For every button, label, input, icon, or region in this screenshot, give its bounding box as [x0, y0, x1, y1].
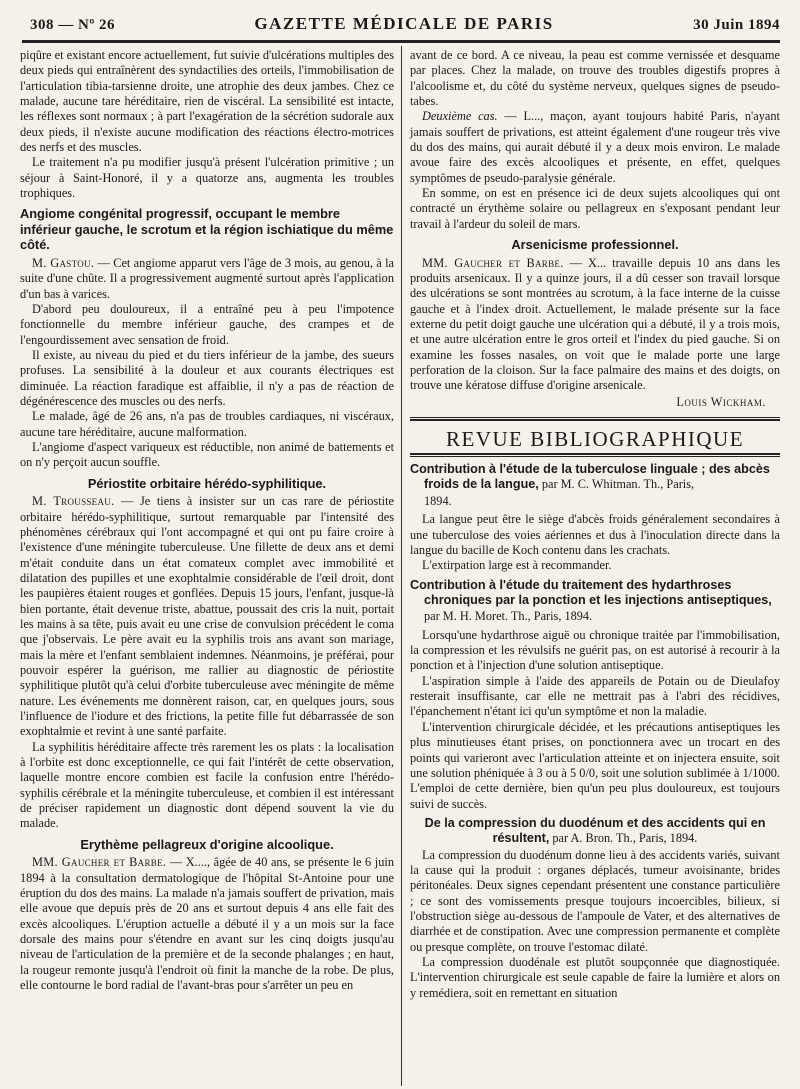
section-heading: Angiome congénital progressif, occupant le membre inférieur gauche, le scrotum et la région ischiatique du même côté. — [20, 206, 394, 253]
header-rule — [22, 40, 780, 43]
paragraph: Lorsqu'une hydarthrose aiguë ou chronique traitée par l'immobilisation, la compression et les révulsifs ne guérit pas, on est autorisé à recourir à la ponction et à l'injection d'une solution antiseptique. — [410, 627, 780, 673]
column-divider — [401, 46, 402, 1086]
author: MM. Gaucher et Barbe. — [32, 855, 167, 870]
right-column — [410, 48, 780, 1001]
section-rule — [410, 417, 780, 421]
paragraph: Le traitement n'a pu modifier jusqu'à présent l'ulcération primitive ; un séjour à Saint-Honoré, il y a quatorze ans, augmenta les troubles trophiques. — [20, 155, 394, 201]
paragraph: MM. Gaucher et Barbe. — X... travaille depuis 10 ans dans les produits arsenicaux. Il y a quinze jours, il a dû cesser son travail lorsque des ulcérations se sont montrées au scrotum, à la face interne de la cuisse gauche et à l'index droit. Actuellement, le malade présente sur la face externe du petit doigt gauche une ulcération qui a débuté, il y a trois mois, et une autre ulcération entre le gros orteil et l'index du pied gauche. Si on examine les fosses nasales, on voit que le malade porte une large perforation de la cloison. Sur la face palmaire des mains et des doigts, on trouve une kératose diffuse d'origine arsenicale. — [410, 255, 780, 393]
paragraph: Deuxième cas. — L..., maçon, ayant toujours habité Paris, n'ayant jamais souffert de privations, est atteint également d'une rougeur très vive du dos des mains, qui aurait débuté il y a deux mois environ. Le malade avoue faire des excès alcooliques et présente, en effet, quelques symptômes de pseudo-paralysie générale. — [410, 109, 780, 185]
section-heading: Arsenicisme professionnel. — [511, 237, 679, 253]
bib-entry-title: Contribution à l'étude du traitement des hydarthroses chroniques par la ponction et les injections antiseptiques, — [410, 577, 772, 607]
paragraph: MM. Gaucher et Barbe. — X...., âgée de 40 ans, se présente le 6 juin 1894 à la consultation dermatologique de l'hôpital St-Antoine pour une éruption du dos des mains. La malade n'a jamais souffert de privation, mais elle avoue que depuis près de 20 ans et surtout depuis 4 ans elle fait des excès alcooliques. L'éruption actuelle a débuté il y a un mois sur la face dorsale des mains pour s'étendre en avant sur les cinq doigts jusqu'au niveau de l'articulation de la première et de la seconde phalanges ; en haut, la rougeur remonte jusqu'à l'endroit où finit la manche de la robe. De plus, elle contourne le bord radial de l'avant-bras pour s'arrêter un peu en — [20, 855, 394, 993]
paragraph: La langue peut être le siège d'abcès froids généralement secondaires à une tuberculose des voies aériennes et dus à l'inoculation directe dans la langue du bacille de Koch contenu dans les crachats. — [410, 512, 780, 557]
author: M. Gastou. — [32, 255, 95, 270]
signature: Louis Wickham. — [676, 394, 766, 409]
paragraph: En somme, on est en présence ici de deux sujets alcooliques qui ont contracté un érythème solaire ou pellagreux en s'exposant pendant leur travail à l'ardeur du soleil de mars. — [410, 186, 780, 231]
paragraph: L'extirpation large est à recommander. — [422, 558, 612, 573]
paragraph: Le malade, âgé de 26 ans, n'a pas de troubles cardiaques, ni viscéraux, aucune tare héréditaire, aucune malformation. — [20, 409, 394, 439]
author: MM. Gaucher et Barbe. — [422, 255, 564, 270]
paragraph: L'aspiration simple à l'aide des appareils de Potain ou de Dieulafoy resterait insuffisante, car elle ne mettrait pas à l'abri des récidives, l'épanchement n'étant ici qu'un symptôme et non la maladie. — [410, 673, 780, 719]
paragraph: La compression du duodénum donne lieu à des accidents variés, suivant la cause qui la produit : organes déplacés, tumeur avoisinante, brides péritonéales. Deux signes cependant présentent une constance particulière ; ce sont des vomissements presque toujours incoercibles, bilieux, si l'obstruction siège au-dessous de l'ampoule de Vater, et des alternatives de diarrhée et de constipation. Avec une compression permanente et complète ou presque complète, on trouve l'estomac dilaté. — [410, 847, 780, 954]
author: M. Trousseau. — [32, 494, 115, 509]
bib-entry-title: Contribution à l'étude de la tuberculose linguale ; des abcès froids de la langue, par M. C. Whitman. Th., Paris, — [410, 462, 770, 492]
paragraph: L'intervention chirurgicale décidée, et les précautions antiseptiques les plus minutieuses étant prises, on ponctionnera avec un trocart en des points qui varieront avec l'articulation atteinte et on injectera ensuite, soit une solution phéniquée à 3 ou à 5 0/0, soit une solution sublimée à 1/1000. L'emploi de cette dernière, bien qu'un peu plus douloureux, est toujours suivi de succès. — [410, 719, 780, 811]
paragraph: M. Gastou. — Cet angiome apparut vers l'âge de 3 mois, au genou, à la suite d'une chûte. Il a progressivement augmenté surtout après l'application d'un bas à varices. — [20, 255, 394, 301]
page-number: 308 — Nº 26 — [30, 17, 116, 33]
revue-title: REVUE BIBLIOGRAPHIQUE — [445, 427, 745, 452]
paragraph: La compression duodénale est plutôt soupçonnée que diagnostiquée. L'intervention chirurgicale est seule capable de faire la lumière et alors on y remédiera, soit en remettant en situation — [410, 955, 780, 1000]
paragraph: piqûre et existant encore actuellement, fut suivie d'ulcérations multiples des deux pieds qui entraînèrent des syndactilies des orteils, l'immobilisation de l'articulation tibia-tarsienne droite, une atrophie des deux jambes. Chez ce malade, aucune tare héréditaire, rien de viscéral. La sensibilité est intacte, les réflexes sont normaux ; à part l'exagération de la sécrétion sudorale aux deux pieds, il n'existe aucune modification des réactions électro-motrices des nerfs et des muscles. — [20, 48, 394, 155]
paragraph: L'angiome d'aspect variqueux est réductible, non animé de battements et on n'y perçoit aucun souffle. — [20, 440, 394, 470]
page-header — [30, 14, 780, 38]
paragraph: La syphilitis héréditaire affecte très rarement les os plats : la localisation à l'orbite est donc exceptionnelle, ce qui fait l'intérêt de cette observation, laquelle montre encore combien est facile la confusion entre l'hérédo-syphilis cérébrale et la méningite tuberculeuse, et combien il est intéressant de préciser rapidement un diagnostic dont dépend souvent la vie du malade. — [20, 739, 394, 831]
paragraph: D'abord peu douloureux, il a entraîné peu à peu l'impotence fonctionnelle du membre inférieur gauche, des crampes et de l'engourdissement avec sensation de froid. — [20, 301, 394, 347]
left-column — [20, 48, 394, 993]
section-heading: Périostite orbitaire hérédo-syphilitique. — [87, 475, 327, 491]
bib-entry-title: De la compression du duodénum et des accidents qui en résultent, par A. Bron. Th., Paris, 1894. — [424, 815, 766, 846]
paragraph: avant de ce bord. A ce niveau, la peau est comme vernissée et desquame par places. Chez la malade, on trouve des troubles digestifs propres à l'alcoolisme et, du côté du système nerveux, quelques signes de pseudo-tabes. — [410, 48, 780, 109]
paragraph: M. Trousseau. — Je tiens à insister sur un cas rare de périostite orbitaire hérédo-syphilitique, surtout remarquable par l'intensité des phénomènes cérébraux qui l'ont accompagné et qui ont pu faire croire à l'existence d'une méningite tuberculeuse. Une fillette de deux ans et demi m'était conduite dans un état comateux complet avec immobilité et dilatation des pupilles et une exophtalmie considérable de l'œil droit, dont les paupières étaient rouges et gonflées. Depuis 15 jours, l'enfant, jusque-là bien portante, était devenue triste, abattue, poussait des cris la nuit, portait les mains à sa tête, puis avait eu une crise de convulsion précédent le coma que j'observais. Le père avait eu la syphilis trois ans avant son mariage, mais la mère et l'enfant semblaient indemnes. Néanmoins, je préférai, pour pouvoir espérer la guérison, me rallier au diagnostic de périostite syphilitique plutôt qu'à celui d'orbite tuberculeuse avec méningite de même nature. Les événements me donnèrent raison, car, en quelques jours, sous l'influence de l'iodure et des frictions, la petite fille fut débarrassée de son exophtalmie et revint à une santé parfaite. — [20, 494, 394, 739]
paragraph: Il existe, au niveau du pied et du tiers inférieur de la jambe, des sueurs profuses. La sensibilité à la douleur et aux courants électriques est diminuée. La réaction faradique est affaiblie, il n'y a pas de réaction de dégénérescence des muscles ou des nerfs. — [20, 348, 394, 409]
bib-year: 1894. — [424, 493, 452, 508]
journal-title: GAZETTE MÉDICALE DE PARIS — [254, 14, 554, 33]
case-label: Deuxième cas. — [422, 109, 498, 124]
section-heading: Erythème pellagreux d'origine alcoolique. — [80, 836, 334, 852]
section-rule — [410, 453, 780, 457]
bib-author: par M. H. Moret. Th., Paris, 1894. — [424, 609, 593, 624]
issue-date: 30 Juin 1894 — [693, 17, 780, 33]
